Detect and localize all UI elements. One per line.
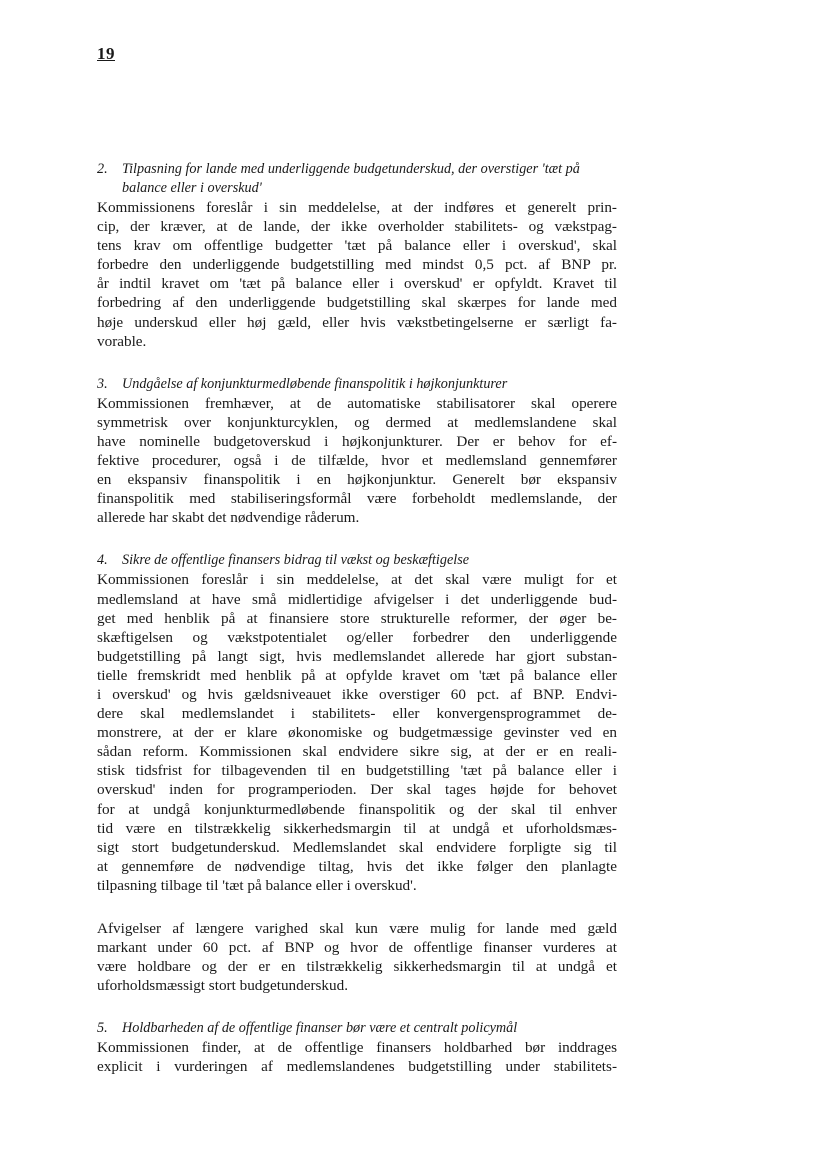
section-number: 3. xyxy=(97,375,108,392)
text-line: symmetrisk over konjunkturcyklen, og dermed at medlemslandene skal xyxy=(97,413,617,431)
section-heading xyxy=(97,160,617,198)
text-line: Afvigelser af længere varighed skal kun være mulig for lande med gæld xyxy=(97,920,617,937)
section-number: 2. xyxy=(97,161,108,177)
section-5 xyxy=(97,1019,617,1076)
section-title-line: Undgåelse af konjunkturmedløbende finanspolitik i højkonjunkturer xyxy=(122,375,508,392)
page-number: 19 xyxy=(97,44,115,63)
text-line: monstrere, at der er klare økonomiske og budgetmæssige gevinster ved en xyxy=(97,724,617,742)
text-line: budgetstilling på langt sigt, hvis medlemslandet allerede har gjort substan- xyxy=(97,647,617,665)
text-line: for at undgå konjunkturmedløbende finanspolitik og der skal til enhver xyxy=(97,800,617,818)
section-3 xyxy=(97,375,617,528)
text-line: Kommissionen finder, at de offentlige finansers holdbarhed bør inddrages xyxy=(97,1039,617,1057)
text-line: uforholdsmæssigt stort budgetunderskud. xyxy=(97,977,349,995)
text-line: sigt stort budgetunderskud. Medlemslandet skal endvidere forpligte sig til xyxy=(97,838,617,856)
text-line: høje underskud eller høj gæld, eller hvis vækstbetingelserne er særligt fa- xyxy=(97,313,617,331)
section-title-line: balance eller i overskud' xyxy=(122,180,262,196)
section-heading xyxy=(97,1019,617,1038)
text-line: år indtil kravet om 'tæt på balance eller i overskud' er opfyldt. Kravet til xyxy=(97,275,617,293)
text-line: fektive procedurer, også i de tilfælde, hvor et medlemsland gennemfører xyxy=(97,452,617,470)
text-line: markant under 60 pct. af BNP og hvor de offentlige finanser vurderes at xyxy=(97,939,617,957)
section-paragraph xyxy=(97,919,617,995)
text-line: forbedre den underliggende budgetstilling med mindst 0,5 pct. af BNP pr. xyxy=(97,256,617,274)
text-line: skæftigelsen og vækstpotentialet og/eller forbedrer den underliggende xyxy=(97,628,617,646)
text-line: stisk tidsfrist for tilbagevenden til en budgetstilling 'tæt på balance eller i xyxy=(97,762,617,780)
text-line: Kommissionen foreslår i sin meddelelse, at det skal være muligt for et xyxy=(97,571,617,589)
section-4-continued xyxy=(97,919,617,995)
section-title-line: Holdbarheden af de offentlige finanser bør være et centralt policymål xyxy=(122,1020,518,1037)
text-line: cip, der kræver, at de lande, der ikke overholder stabilitets- og vækstpag- xyxy=(97,218,617,236)
section-paragraph xyxy=(97,198,617,351)
text-line: at gennemføre de nødvendige tiltag, hvis det ikke følger den planlagte xyxy=(97,857,617,875)
section-number: 5. xyxy=(97,1020,108,1037)
section-number: 4. xyxy=(97,552,108,569)
text-line: være holdbare og der er en tilstrækkelig sikkerhedsmargin til at undgå et xyxy=(97,958,617,976)
text-line: en ekspansiv finanspolitik i en højkonjunktur. Generelt bør ekspansiv xyxy=(97,471,617,489)
text-line: Kommissionens foreslår i sin meddelelse, at der indføres et generelt prin- xyxy=(97,199,617,216)
section-paragraph xyxy=(97,394,617,528)
text-line: finanspolitik med stabiliseringsformål være forbeholdt medlemslande, der xyxy=(97,490,617,508)
text-line: Kommissionen fremhæver, at de automatiske stabilisatorer skal operere xyxy=(97,394,617,412)
text-line: vorable. xyxy=(97,332,147,350)
text-line: have nominelle budgetoverskud i højkonjunkturer. Der er behov for ef- xyxy=(97,432,617,450)
text-line: dere skal medlemslandet i stabilitets- eller konvergensprogrammet de- xyxy=(97,705,617,723)
text-line: get med henblik på at finansiere store strukturelle reformer, der øger be- xyxy=(97,609,617,627)
section-heading xyxy=(97,375,617,394)
section-2 xyxy=(97,160,617,351)
text-line: tilpasning tilbage til 'tæt på balance eller i overskud'. xyxy=(97,876,417,894)
section-title-line: Tilpasning for lande med underliggende budgetunderskud, der overstiger 'tæt på xyxy=(122,161,580,177)
text-line: explicit i vurderingen af medlemslandenes budgetstilling under stabilitets- xyxy=(97,1058,617,1076)
section-4 xyxy=(97,551,617,895)
section-paragraph xyxy=(97,570,617,895)
text-line: tielle fremskridt med henblik på at opfylde kravet om 'tæt på balance eller xyxy=(97,666,617,684)
section-heading xyxy=(97,551,617,570)
text-line: sådan reform. Kommissionen skal endvidere sikre sig, at der er en reali- xyxy=(97,743,617,761)
text-line: tid være en tilstrækkelig sikkerhedsmargin til at undgå et uforholdsmæs- xyxy=(97,819,617,837)
text-line: medlemsland at have små midlertidige afvigelser i det underliggende bud- xyxy=(97,590,617,608)
text-line: allerede har skabt det nødvendige råderum. xyxy=(97,509,360,527)
section-title-line: Sikre de offentlige finansers bidrag til vækst og beskæftigelse xyxy=(122,552,470,569)
document-body xyxy=(97,160,617,1101)
text-line: i overskud' og hvis gældsniveauet ikke overstiger 60 pct. af BNP. Endvi- xyxy=(97,685,617,703)
text-line: overskud' inden for programperioden. Der skal tages højde for behovet xyxy=(97,781,617,799)
section-paragraph xyxy=(97,1038,617,1076)
text-line: forbedring af den underliggende budgetstilling skal skærpes for lande med xyxy=(97,294,617,312)
text-line: tens krav om offentlige budgetter 'tæt på balance eller i overskud', skal xyxy=(97,237,617,255)
